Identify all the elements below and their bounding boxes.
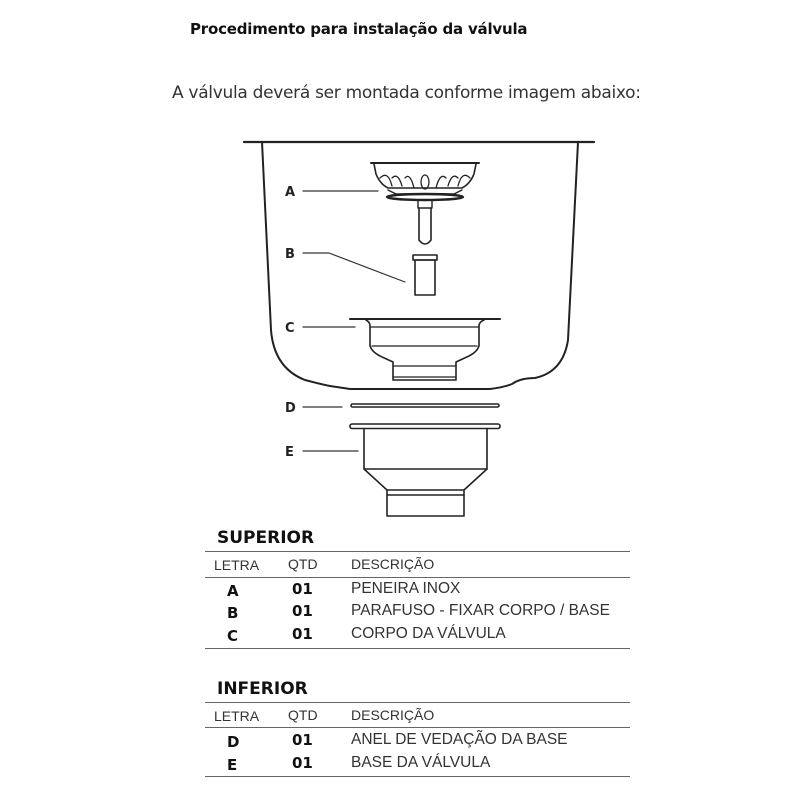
label-b: B xyxy=(285,247,295,262)
row-description: ANEL DE VEDAÇÃO DA BASE xyxy=(351,731,568,748)
row-qty: 01 xyxy=(292,731,313,749)
divider xyxy=(205,702,630,703)
divider xyxy=(205,551,630,552)
section-title-inferior: INFERIOR xyxy=(217,679,308,699)
label-e: E xyxy=(285,445,294,460)
sink-bowl xyxy=(244,142,594,389)
header-qtd: QTD xyxy=(288,707,318,723)
label-a: A xyxy=(285,185,296,200)
row-letter: E xyxy=(227,756,238,774)
row-letter: B xyxy=(227,604,239,622)
leader-lines xyxy=(303,191,405,451)
header-letra: LETRA xyxy=(214,708,260,724)
valve-base-part-e xyxy=(350,424,500,516)
row-qty: 01 xyxy=(292,754,313,772)
divider xyxy=(205,577,630,578)
sealing-ring-part-d xyxy=(351,404,499,407)
strainer-part-a xyxy=(371,163,479,244)
row-description: PARAFUSO - FIXAR CORPO / BASE xyxy=(351,602,610,619)
row-letter: C xyxy=(227,627,239,645)
document-title: Procedimento para instalação da válvula xyxy=(190,20,528,38)
header-qtd: QTD xyxy=(288,556,318,572)
valve-body-part-c xyxy=(350,319,500,380)
header-descricao: DESCRIÇÃO xyxy=(351,556,435,572)
row-description: PENEIRA INOX xyxy=(351,580,461,597)
divider xyxy=(205,648,630,649)
leader-line-b xyxy=(303,253,405,282)
row-qty: 01 xyxy=(292,580,313,598)
document-subtitle: A válvula deverá ser montada conforme imagem abaixo: xyxy=(172,83,641,103)
header-letra: LETRA xyxy=(214,557,260,573)
divider xyxy=(205,776,630,777)
row-letter: A xyxy=(227,582,239,600)
section-title-superior: SUPERIOR xyxy=(217,528,315,548)
label-d: D xyxy=(285,401,296,416)
divider xyxy=(205,727,630,728)
screw-part-b xyxy=(413,255,437,295)
row-description: BASE DA VÁLVULA xyxy=(351,754,491,771)
row-qty: 01 xyxy=(292,602,313,620)
row-qty: 01 xyxy=(292,625,313,643)
row-letter: D xyxy=(227,733,240,751)
header-descricao: DESCRIÇÃO xyxy=(351,707,435,723)
label-c: C xyxy=(285,321,295,336)
row-description: CORPO DA VÁLVULA xyxy=(351,625,506,642)
